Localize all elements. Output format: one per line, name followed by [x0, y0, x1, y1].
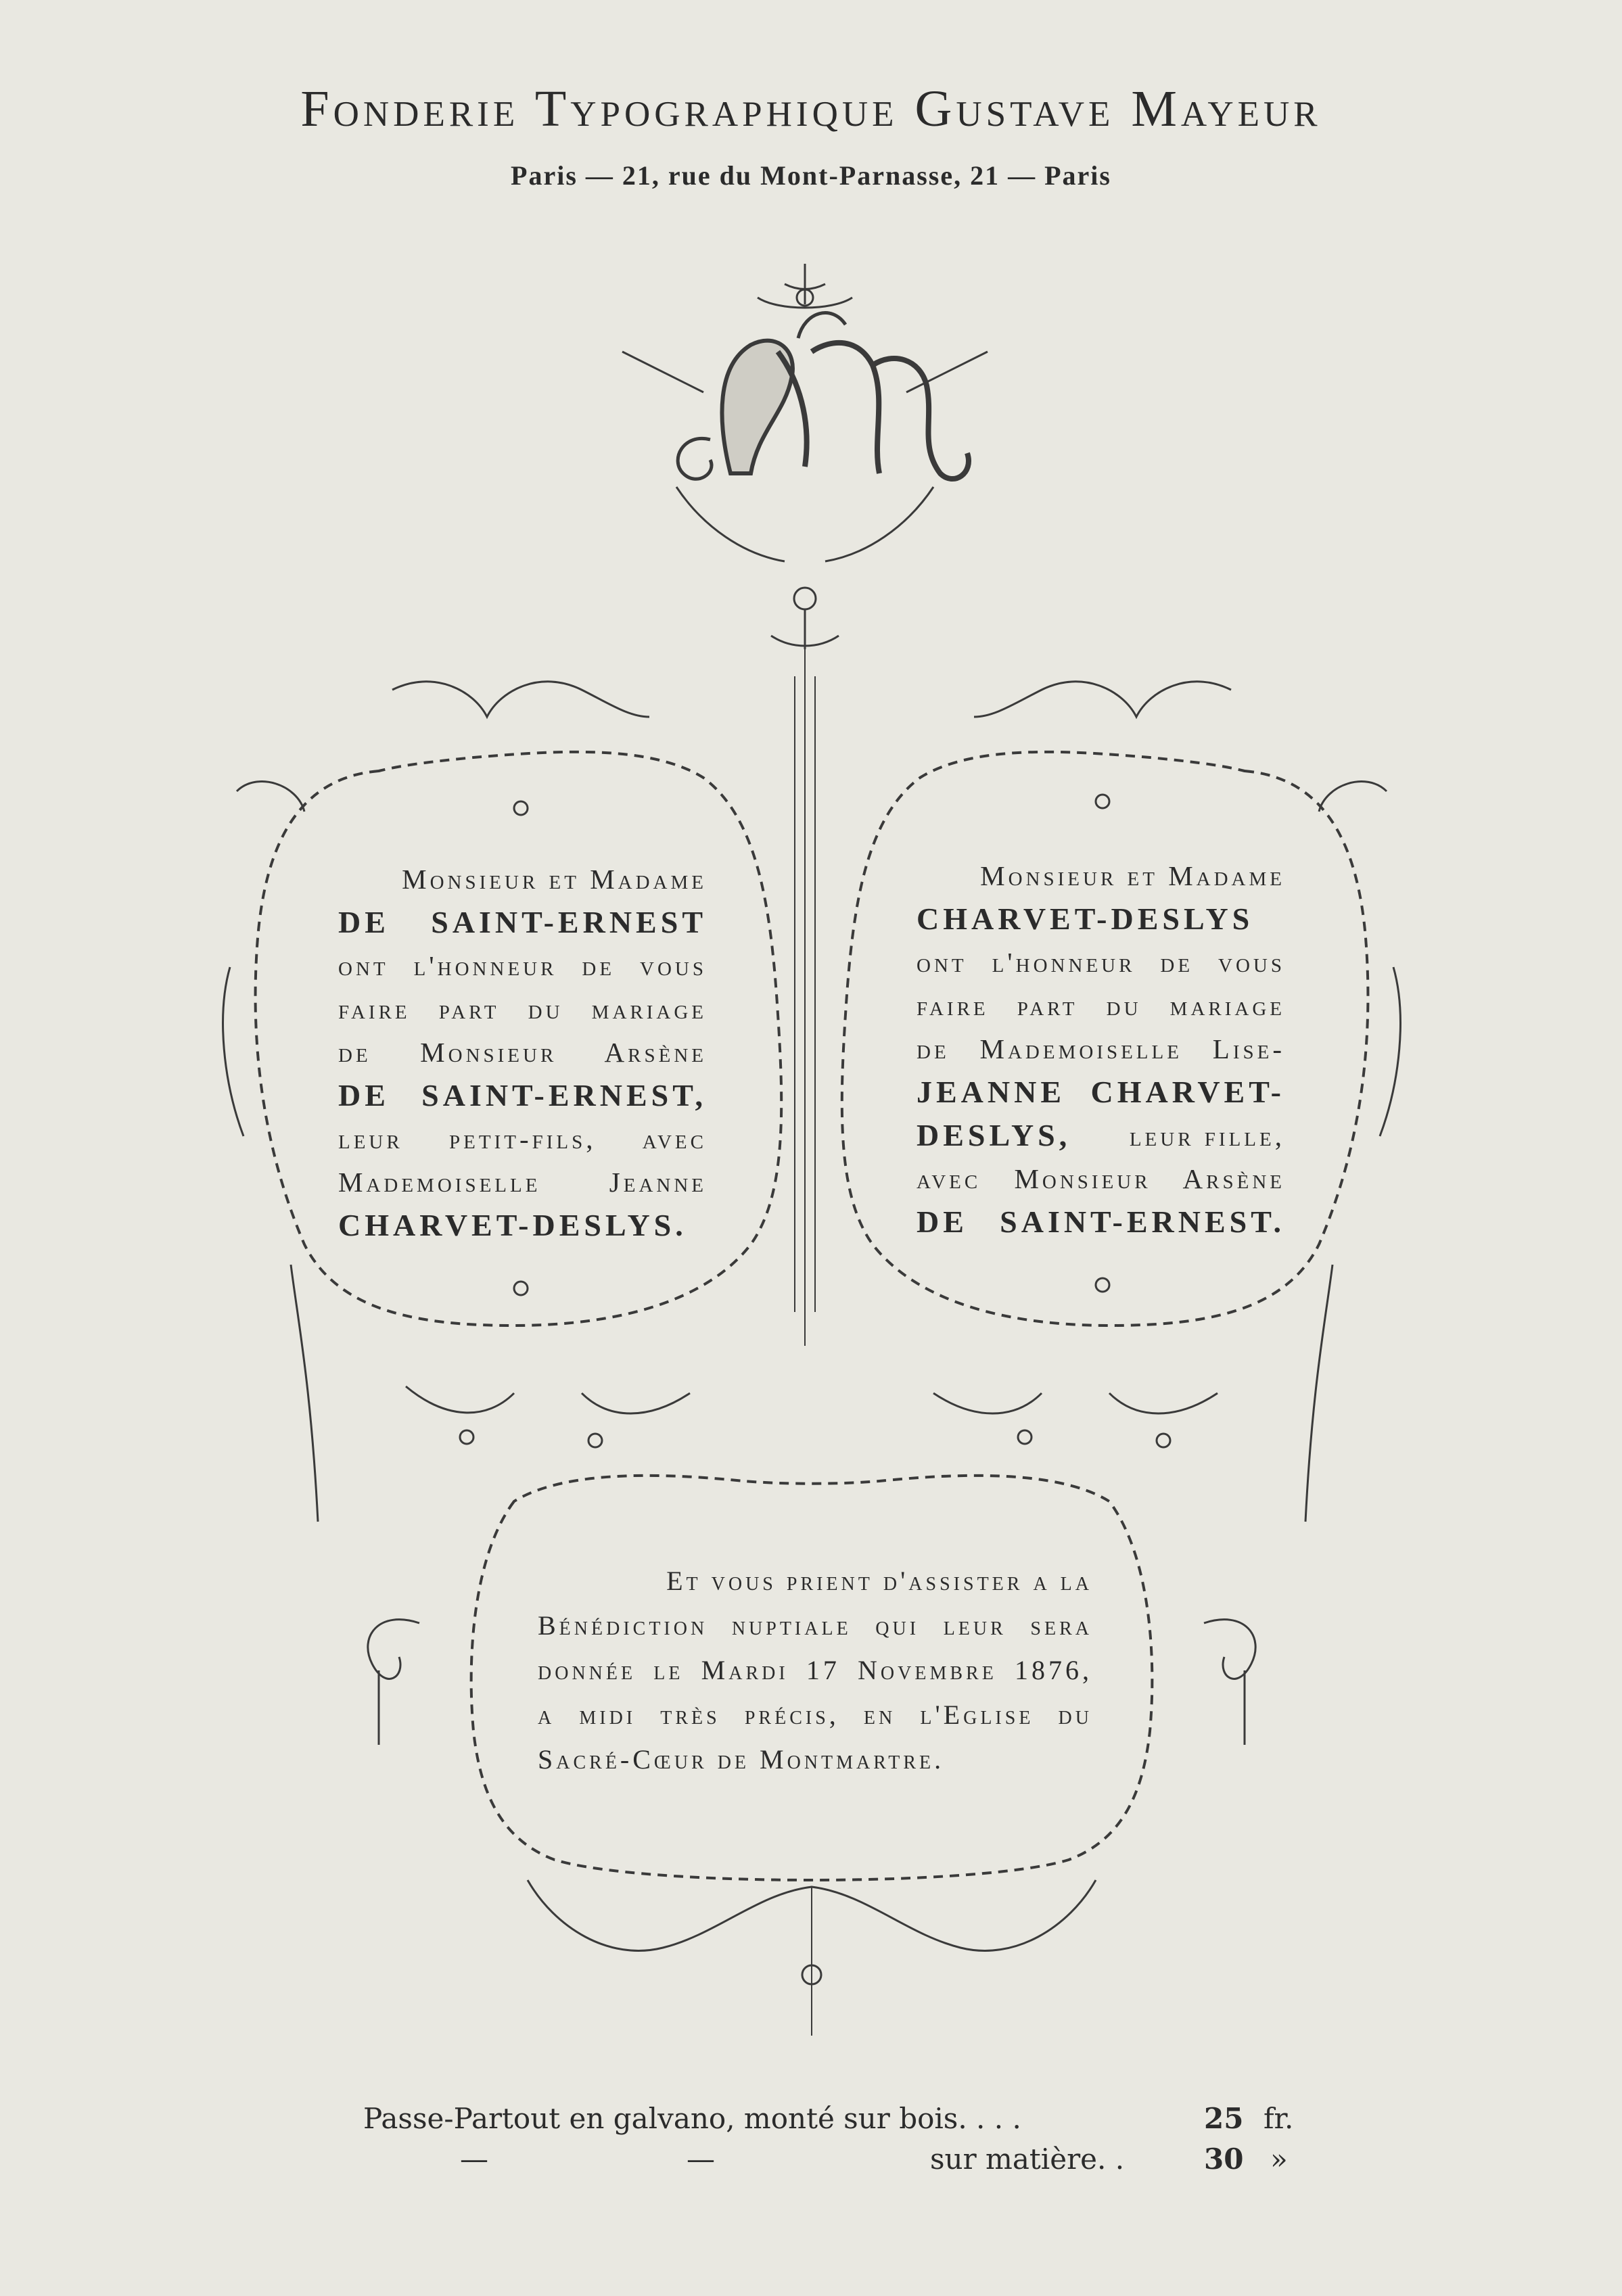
price-row-1-value [1204, 2102, 1243, 2135]
price-row-1-label: Passe-Partout en galvano, monté sur bois. . . . [363, 2102, 1021, 2135]
left-announcement [338, 858, 707, 1247]
invitation-text [538, 1559, 1092, 1782]
price-row-2-unit: » [1270, 2142, 1288, 2176]
foundry-title: Fonderie Typographique Gustave Mayeur [300, 80, 1322, 137]
price-row-2-amount: 30 [1204, 2142, 1244, 2176]
right-line-5: de Mademoiselle Lise- [917, 1033, 1285, 1064]
price-row-2-value [1204, 2142, 1243, 2176]
invitation-line-4: a midi très précis, en l'Eglise du [538, 1700, 1092, 1730]
foundry-address: Paris — 21, rue du Mont-Parnasse, 21 — Paris [511, 160, 1111, 191]
left-line-5: de Monsieur Arsène [338, 1037, 707, 1068]
price-row-2-label: sur matière. . [930, 2142, 1125, 2176]
right-line-1: Monsieur et Madame [980, 860, 1285, 891]
left-line-1: Monsieur et Madame [402, 864, 707, 895]
left-line-2: DE SAINT-ERNEST [338, 905, 707, 939]
price-row-2-dash-2: — [687, 2142, 715, 2176]
right-line-6: JEANNE CHARVET- [917, 1075, 1285, 1109]
monogram-m-icon [622, 264, 988, 649]
invitation-line-1: Et vous prient d'assister a la [666, 1566, 1092, 1596]
price-row-2-dash-1: — [460, 2142, 488, 2176]
left-line-3: ont l'honneur de vous [338, 950, 707, 981]
right-line-8: avec Monsieur Arsène [917, 1163, 1285, 1194]
right-line-7-name: DESLYS, [917, 1118, 1071, 1152]
invitation-line-3: donnée le Mardi 17 Novembre 1876, [538, 1655, 1092, 1685]
price-row-1-unit: fr. [1264, 2102, 1294, 2135]
right-line-3: ont l'honneur de vous [917, 947, 1285, 978]
left-line-8: Mademoiselle Jeanne [338, 1167, 707, 1198]
invitation-line-2: Bénédiction nuptiale qui leur sera [538, 1610, 1092, 1641]
right-announcement [917, 854, 1285, 1244]
left-line-9: CHARVET-DESLYS. [338, 1208, 687, 1242]
left-line-4: faire part du mariage [338, 993, 707, 1025]
price-row-1-amount: 25 [1204, 2102, 1244, 2135]
right-line-9: DE SAINT-ERNEST. [917, 1204, 1285, 1239]
left-line-7: leur petit-fils, avec [338, 1123, 707, 1154]
right-line-4: faire part du mariage [917, 990, 1285, 1021]
right-line-7 [917, 1114, 1285, 1157]
invitation-line-5: Sacré-Cœur de Montmartre. [538, 1744, 945, 1775]
left-line-6: DE SAINT-ERNEST, [338, 1078, 707, 1112]
right-line-2: CHARVET-DESLYS [917, 901, 1254, 936]
right-line-7-rest: leur fille, [1129, 1121, 1285, 1152]
